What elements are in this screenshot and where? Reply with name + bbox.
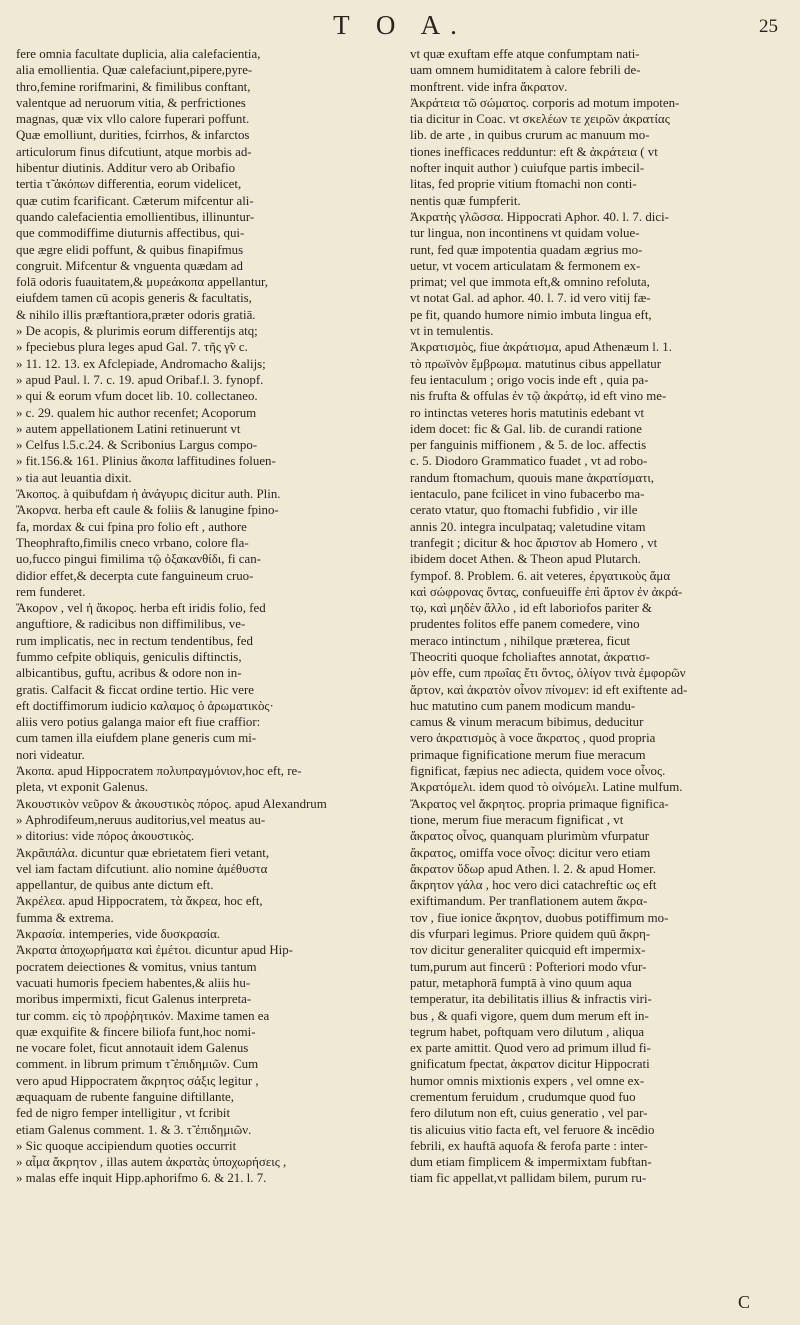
right-column-line: febrili, ex hauftā aquofa & ferofa parte : inter- xyxy=(410,1138,648,1153)
left-column-line: fa, mordax & cui fpina pro folio eft , authore xyxy=(16,519,247,534)
left-column-line: pocratem deiectiones & vomitus, vnius tantum xyxy=(16,959,257,974)
left-column-line: didior effet,& decerpta cute fanguineum cruo- xyxy=(16,568,254,583)
left-column-line: » ditorius: vide πόρος ἀκουστικὸς. xyxy=(16,829,195,844)
right-column-line: monftrent. vide infra ἄκρατον. xyxy=(410,79,568,94)
left-column-line: æquaquam de rubente fanguine diftillante, xyxy=(16,1090,234,1104)
right-column-line: camus & vinum meracum bibimus, deducitur xyxy=(410,715,644,730)
left-column-line: » c. 29. qualem hic author recenfet; Acoporum xyxy=(16,405,257,420)
left-column-line: anguftiore, & radicibus non diffimilibus, ve- xyxy=(16,617,246,632)
right-column-line: ἄκρητον γάλα , hoc vero dici catachreftic ως eft xyxy=(410,878,657,893)
left-column-line: fummo cefpite obliquis, geniculis diftinctis, xyxy=(16,649,242,664)
right-column-line: primat; vel que immota eft,& omnino refoluta, xyxy=(410,275,650,290)
right-column-line: randum ftomachum, quouis mane ἀκρατίσματι, xyxy=(410,470,655,485)
right-column-line: huc matutino cum panem modicum mandu- xyxy=(410,698,636,713)
left-column-line: Ἀκρᾶιπάλα. dicuntur quæ ebrietatem fieri vetant, xyxy=(16,845,270,860)
left-column-line: articulorum finus difcutiunt, atque morbis ad- xyxy=(16,144,252,159)
right-column-line: ibidem docet Athen. & Theon apud Plutarch. xyxy=(410,552,642,567)
right-column-line: bus , & quafi vigore, quem dum merum eft in- xyxy=(410,1008,649,1023)
left-column-line: fumma & extrema. xyxy=(16,910,114,925)
right-column-line: ex parte amittit. Quod vero ad primum illud fi- xyxy=(410,1041,651,1056)
right-column-line: temperatur, ita debilitatis illius & infractis viri- xyxy=(410,992,652,1007)
right-column-line: μὸν effe, cum πρωΐας ἔτι ὄντος, ὀλίγον τινὰ ἐμφορῶν xyxy=(410,666,686,681)
right-column-line: ἄκρατος οἶνος, quanquam plurimùm vfurpatur xyxy=(410,829,650,844)
left-column-line: Ἄκορνα. herba eft caule & foliis & lanugine fpino- xyxy=(16,503,279,518)
left-column-line: vel iam factam difcutiunt. alio nomine ἀμέθυστα xyxy=(16,861,268,876)
right-column-line: τῳ, καὶ μηδὲν ἄλλο , id eft laboriofos pariter & xyxy=(410,601,652,616)
right-column-line: tia dicitur in Coac. vt σκελέων τε χειρῶν ἀκρατίας xyxy=(410,112,670,127)
left-column-line: gratis. Calfacit & ficcat ordine tertio. Hic vere xyxy=(16,682,255,697)
right-column-line: patur, metaphorā fumptā à vino quum aqua xyxy=(410,975,632,990)
right-column-line: Ἄκρατος vel ἄκρητος. propria primaque fignifica- xyxy=(410,796,669,811)
left-column-line: fed de nigro femper intelligitur , vt fcribit xyxy=(16,1106,231,1121)
left-column-line: rem funderet. xyxy=(16,584,86,599)
left-column-line: Quæ emolliunt, durities, fcirrhos, & infarctos xyxy=(16,128,250,143)
right-column-line: vt quæ exuftam effe atque confumptam nati- xyxy=(410,47,640,61)
left-column-line: » αἷμα ἄκρητον , illas autem ἀκρατὰς ὑποχωρήσεις , xyxy=(16,1155,287,1170)
right-column-line: ro intinctas veteres horis matutinis edebant vt xyxy=(410,405,645,420)
right-column-line: lib. de arte , in quibus crurum ac manuum mo- xyxy=(410,128,650,143)
right-column-line: runt, fed quæ impotentia quadam ægrius mo- xyxy=(410,242,643,257)
running-head xyxy=(0,8,800,42)
left-column-line: Ἀκουστικὸν νεῦρον & ἀκουστικὸς πόρος. apud Alexandrum xyxy=(16,796,327,811)
left-column-line: quando calefacientia emollientibus, illinuntur- xyxy=(16,209,255,224)
right-column-line: primaque fignificatione merum fiue meracum xyxy=(410,747,646,762)
left-column-line: tertia τ̃ ἀκόπων differentia, eorum videlicet, xyxy=(16,177,242,192)
right-column-line: exiftimandum. Per tranflationem autem ἄκρα- xyxy=(410,894,648,909)
left-column-line: cum tamen illa eiufdem plane generis cum mi- xyxy=(16,731,257,746)
left-column-line: appellantur, de quibus ante dictum eft. xyxy=(16,878,214,893)
left-column-line: thro,femine rorifmarini, & fimilibus conftant, xyxy=(16,79,251,94)
left-column-line: moribus impermixti, ficut Galenus interpreta- xyxy=(16,992,252,1007)
right-column-line: Theocriti quoque fcholiaftes annotat, ἀκρατισ- xyxy=(410,649,650,664)
left-column-line: ne vocare folet, ficut annotauit idem Galenus xyxy=(16,1041,249,1056)
right-column-line: gnificatum fpectat, ἀκρατον dicitur Hippocrati xyxy=(410,1057,650,1072)
right-column-line: fero dilutum non eft, cuius generatio , vel par- xyxy=(410,1106,648,1121)
right-column-line: tum,purum aut fincerū : Pofteriori modo vfur- xyxy=(410,959,647,974)
right-column-line: tiam fic appellat,vt pallidam bilem, purum ru- xyxy=(410,1171,647,1186)
right-column-line: καὶ σώφρονας ὄντας, confueuiffe ἐπὶ ἄρτον ἐν ἀκρά- xyxy=(410,584,683,599)
right-column-line: pe fit, quando humore nimio imbuta lingua eft, xyxy=(410,307,652,322)
left-column-line: vacuati humoris fpeciem habentes,& aliis hu- xyxy=(16,975,251,990)
right-column-line: uam omnem humiditatem à calore febrili de- xyxy=(410,63,641,78)
left-column-line: » tia aut leuantia dixit. xyxy=(16,470,132,485)
right-column-line: ἄκρατος, omiffa voce οἶνος: dicitur vero etiam xyxy=(410,845,651,860)
page-number: 25 xyxy=(759,16,778,37)
left-column-line: pleta, vt exponit Galenus. xyxy=(16,780,149,795)
left-column-line: » Aphrodifeum,neruus auditorius,vel meatus au- xyxy=(16,812,266,827)
left-column-line: hibentur diutinis. Additur vero ab Oribafio xyxy=(16,161,236,176)
left-column-line: » 11. 12. 13. ex Afclepiade, Andromacho &alijs; xyxy=(16,356,266,371)
left-column-line: » autem appellationem Latini retinuerunt vt xyxy=(16,421,241,436)
left-column-line: uo,fucco pingui fimilima τῷ ὀξακανθίδι, fi can- xyxy=(16,552,261,567)
left-column-line: » fit.156.& 161. Plinius ἄκοπα laffitudines foluen- xyxy=(16,454,276,469)
right-column-line: τον dicitur generaliter quicquid eft impermix- xyxy=(410,943,646,958)
right-column-line: Ἀκρατόμελι. idem quod τὸ οἰνόμελι. Latine mulfum. xyxy=(410,780,683,795)
right-column-line: ἄκρατον ὕδωρ apud Athen. l. 2. & apud Homer. xyxy=(410,861,656,876)
left-column-line: Theophrafto,fimilis cneco vrbano, colore fla- xyxy=(16,535,249,550)
left-column-line: Ἄκοπος. à quibufdam ἡ ἀνάγυρις dicitur auth. Plin. xyxy=(16,487,281,502)
left-column-line: congruit. Mifcentur & vnguenta quædam ad xyxy=(16,258,243,273)
right-column-line: annis 20. integra inculpataq; valetudine vitam xyxy=(410,519,646,534)
left-column-line: quæ exquifite & fincere biliofa funt,hoc nomi- xyxy=(16,1024,256,1039)
right-column-line: τον , fiue ionice ἄκρητον, duobus potiffimum mo- xyxy=(410,910,669,925)
left-column-line: aliis vero potius galanga maior eft fiue craffior: xyxy=(16,715,261,730)
left-column-line: alia emollientia. Quæ calefaciunt,pipere,pyre- xyxy=(16,63,253,78)
right-column-line: dum etiam fimplicem & impermixtam fubftan- xyxy=(410,1155,652,1170)
right-column-line: tur lingua, non incontinens vt quidam volue- xyxy=(410,226,640,241)
left-column-line: Ἀκρέλεα. apud Hippocratem, τὰ ἄκρεα, hoc eft, xyxy=(16,894,263,909)
right-column-line: tiones inefficaces redduntur: eft & ἀκράτεια ( vt xyxy=(410,144,658,159)
right-column-line: feu ientaculum ; origo vocis inde eft , quia pa- xyxy=(410,372,649,387)
left-column-line: folā odoris fuauitatem,& μυρεάκοπα appellantur, xyxy=(16,275,269,290)
right-column-line: litas, fed proprie vitium ftomachi non conti- xyxy=(410,177,637,192)
left-column-line: » qui & eorum vfum docet lib. 10. collectaneo. xyxy=(16,389,258,404)
right-column-line: dis vfurpari legimus. Priore quidem quū ἄκρη- xyxy=(410,927,651,942)
left-column-line: » apud Paul. l. 7. c. 19. apud Oribaf.l. 3. fynopf. xyxy=(16,372,264,387)
left-column-line: » malas effe inquit Hipp.aphorifmo 6. & 21. l. 7. xyxy=(16,1171,267,1186)
right-column xyxy=(410,46,784,1308)
right-column-line: prudentes folitos effe panem comedere, vino xyxy=(410,617,640,632)
left-column-line: Ἄκορον , vel ἡ ἄκορος. herba eft iridis folio, fed xyxy=(16,601,266,616)
right-column-line: tione, merum fiue meracum fignificat , vt xyxy=(410,812,624,827)
right-column-line: Ἀκρατισμὸς, fiue ἀκράτισμα, apud Athenæum l. 1. xyxy=(410,340,672,355)
right-column-line: ientaculo, pane fcilicet in vino fubacerbo ma- xyxy=(410,487,645,502)
right-column-line: fignificat, fæpius nec adiecta, quidem voce οἶνος. xyxy=(410,764,666,779)
left-column-line: quæ cutim fcarificant. Cæterum mifcentur ali- xyxy=(16,193,254,208)
left-column-line: eiufdem tamen cū acopis generis & facultatis, xyxy=(16,291,252,306)
right-column-line: nentis quæ fumpferit. xyxy=(410,193,521,208)
right-column-line: tegrum habet, poftquam vero dilutum , aliqua xyxy=(410,1024,645,1039)
right-column-line: vt notat Gal. ad aphor. 40. l. 7. id vero vitij fæ- xyxy=(410,291,651,306)
left-column-line: Ἀκρασία. intemperies, vide δυσκρασία. xyxy=(16,927,221,942)
right-column-line: meraco intinctum , nihilque præterea, ficut xyxy=(410,633,631,648)
left-column xyxy=(16,46,390,1308)
left-column-line: eft doctiffimorum iudicio καλαμος ὁ ἀρωματικὸς· xyxy=(16,698,274,713)
right-column-line: cerato vtatur, quo ftomachi fubfidio , vir ille xyxy=(410,503,638,518)
left-column-line: fere omnia facultate duplicia, alia calefacientia, xyxy=(16,47,261,61)
text-columns xyxy=(16,46,784,1308)
right-column-line: τὸ πρωϊνὸν ἔμβρωμα. matutinus cibus appellatur xyxy=(410,356,662,371)
left-column-line: Ἀκρατα ἀποχωρήματα καὶ ἐμέτοι. dicuntur apud Hip- xyxy=(16,943,293,958)
left-column-line: que commodiffime diuturnis affectibus, qui- xyxy=(16,226,245,241)
right-column-line: humor omnis mixtionis expers , vel omne ex- xyxy=(410,1073,645,1088)
left-column-line: & nihilo illis præftantiora,præter odoris gratiā. xyxy=(16,307,256,322)
left-column-line: » De acopis, & plurimis eorum differentijs atq; xyxy=(16,324,258,339)
left-column-line: albicantibus, guftu, acribus & odore non in- xyxy=(16,666,242,681)
left-column-line: » fpeciebus plura leges apud Gal. 7. τῆς γ̃ν c. xyxy=(16,340,248,355)
right-column-line: Ἀκρατὴς γλῶσσα. Hippocrati Aphor. 40. l. 7. dici- xyxy=(410,209,669,224)
left-column-line: comment. in librum primum τ̃ ἐπιδημιῶν. Cum xyxy=(16,1057,259,1072)
right-column-line: c. 5. Diodoro Grammatico fuadet , vt ad robo- xyxy=(410,454,648,469)
left-column-line: nori videatur. xyxy=(16,747,85,762)
right-column-line: nis frufta & offulas ἐν τῷ ἀκράτῳ, id eft vino me- xyxy=(410,389,667,404)
catchword: C xyxy=(737,1292,750,1312)
left-column-line: rum implicatis, nec in rectum tendentibus, fed xyxy=(16,633,253,648)
right-column-line: idem docet: fic & Gal. lib. de curandi ratione xyxy=(410,421,642,436)
right-column-line: nofter inquit author ) cuiufque partis imbecil- xyxy=(410,161,645,176)
right-column-line: Ἀκράτεια τῶ σώματος. corporis ad motum impoten- xyxy=(410,95,680,110)
left-column-line: » Sic quoque accipiendum quoties occurrit xyxy=(16,1138,237,1153)
right-column-line: fympof. 8. Problem. 6. ait veteres, ἐργατικοὺς ἅμα xyxy=(410,568,671,583)
left-column-line: vero apud Hippocratem ἄκρητος σάξις legitur , xyxy=(16,1073,259,1088)
right-column-line: tranfegit ; dicitur & hoc ἄριστον ab Homero , vt xyxy=(410,535,658,550)
running-title: T O A. xyxy=(333,10,467,40)
right-column-line: vt in temulentis. xyxy=(410,324,494,339)
right-column-line: per fanguinis miffionem , & 5. de loc. affectis xyxy=(410,438,647,453)
right-column-line: ἄρτον, καὶ ἀκρατὸν οἶνον πίνομεν: id eft exiftente ad- xyxy=(410,682,688,697)
left-column-line: valentque ad neruorum vitia, & perfrictiones xyxy=(16,95,246,110)
right-column-line: tis alicuius vitio facta eft, vel feruore & incēdio xyxy=(410,1122,655,1137)
left-column-line: magnas, quæ vix vllo calore fuperari poffunt. xyxy=(16,112,250,127)
left-column-line: tur comm. εἰς τὸ προῤῥητικόν. Maxime tamen ea xyxy=(16,1008,270,1023)
left-column-line: » Celfus l.5.c.24. & Scribonius Largus compo- xyxy=(16,438,258,453)
left-column-line: etiam Galenus comment. 1. & 3. τ̃ ἐπιδημιῶν. xyxy=(16,1122,252,1137)
left-column-line: Ἀκοπα. apud Hippocratem πολυπραγμόνιον,hoc eft, re- xyxy=(16,764,302,779)
right-column-line: crementum feruidum , crudumque quod fuo xyxy=(410,1090,636,1104)
left-column-line: que ægre elidi poffunt, & quibus finapifmus xyxy=(16,242,244,257)
right-column-line: uetur, vt vocem articulatam & fermonem ex- xyxy=(410,258,641,273)
right-column-line: vero ἀκρατισμὸς à voce ἄκρατος , quod propria xyxy=(410,731,656,746)
